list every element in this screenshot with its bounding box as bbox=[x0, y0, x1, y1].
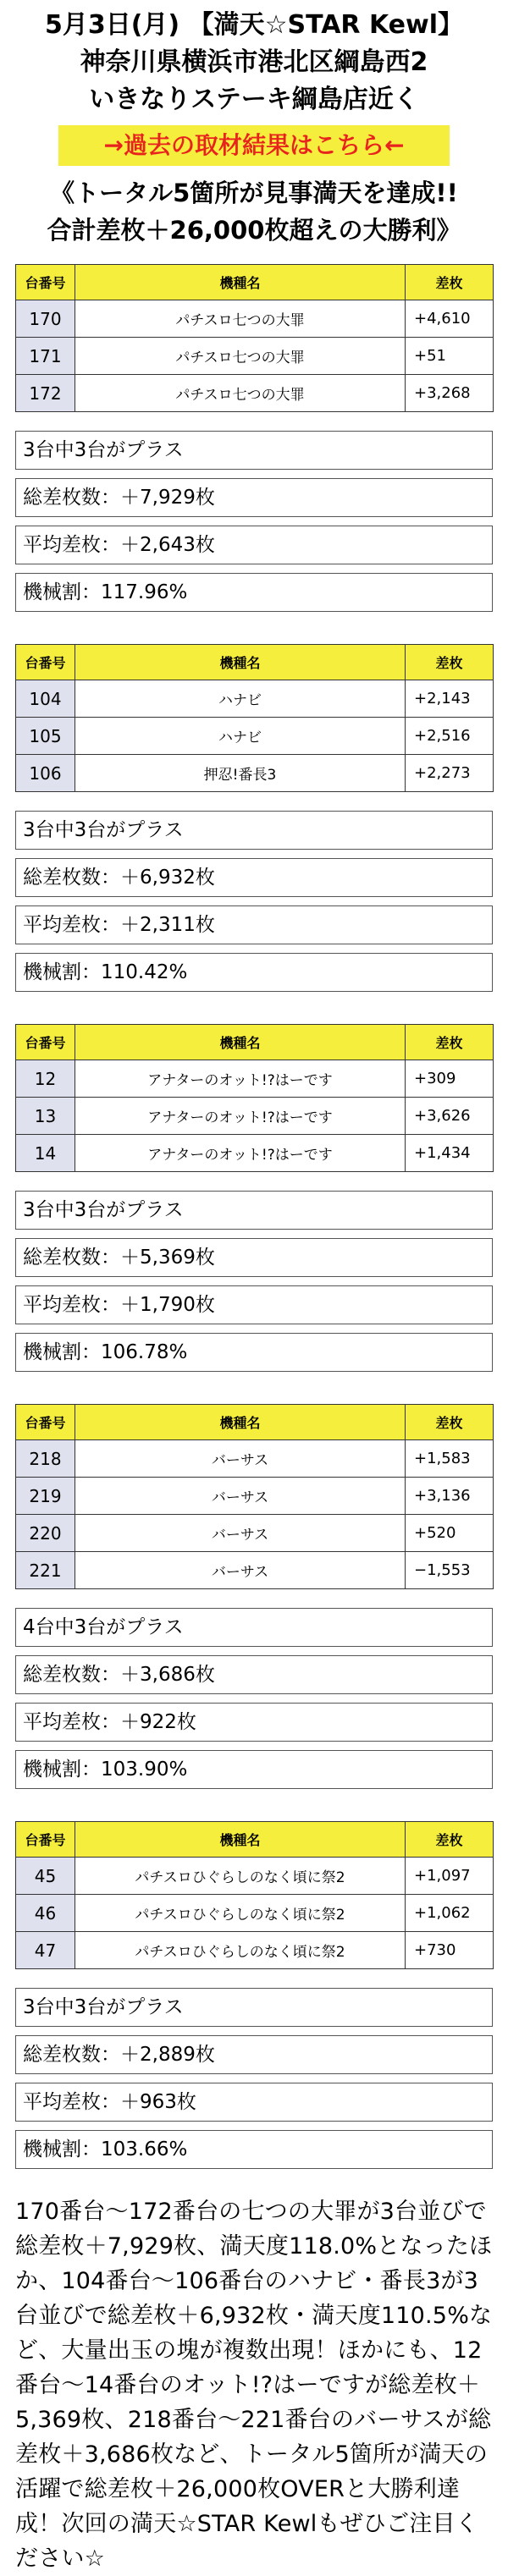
machine-number-cell: 104 bbox=[16, 680, 75, 718]
average-difference-box: 平均差枚：＋963枚 bbox=[15, 2083, 493, 2122]
machine-number-cell: 170 bbox=[16, 300, 75, 338]
machine-number-cell: 171 bbox=[16, 338, 75, 375]
header-machine-number: 台番号 bbox=[16, 645, 75, 680]
machine-number-cell: 47 bbox=[16, 1932, 75, 1969]
table-row bbox=[16, 1135, 494, 1172]
machine-number-cell: 14 bbox=[16, 1135, 75, 1172]
difference-cell: +520 bbox=[406, 1515, 494, 1552]
machine-name-cell: ハナビ bbox=[75, 680, 406, 718]
plus-count-box: 3台中3台がプラス bbox=[15, 431, 493, 470]
difference-cell: +1,434 bbox=[406, 1135, 494, 1172]
payout-rate-box: 機械割：117.96% bbox=[15, 573, 493, 612]
difference-cell: +1,583 bbox=[406, 1440, 494, 1478]
machine-name-cell: パチスロ七つの大罪 bbox=[75, 375, 406, 412]
header-difference: 差枚 bbox=[406, 1405, 494, 1440]
table-row bbox=[16, 680, 494, 718]
table-header-row bbox=[16, 1822, 494, 1858]
difference-cell: +1,097 bbox=[406, 1858, 494, 1895]
header-difference: 差枚 bbox=[406, 1025, 494, 1060]
average-difference-box: 平均差枚：＋2,643枚 bbox=[15, 526, 493, 564]
header-machine-name: 機種名 bbox=[75, 265, 406, 300]
table-row bbox=[16, 1098, 494, 1135]
table-row bbox=[16, 755, 494, 792]
machine-name-cell: バーサス bbox=[75, 1552, 406, 1589]
difference-cell: +2,143 bbox=[406, 680, 494, 718]
difference-cell: +3,136 bbox=[406, 1478, 494, 1515]
machine-number-cell: 220 bbox=[16, 1515, 75, 1552]
plus-count-box: 3台中3台がプラス bbox=[15, 811, 493, 850]
total-difference-box: 総差枚数：＋3,686枚 bbox=[15, 1655, 493, 1694]
machine-name-cell: 押忍!番長3 bbox=[75, 755, 406, 792]
table-row bbox=[16, 1515, 494, 1552]
average-difference-box: 平均差枚：＋2,311枚 bbox=[15, 905, 493, 944]
machine-name-cell: アナターのオット!?はーです bbox=[75, 1135, 406, 1172]
headline-date-store: 5月3日(月) 【満天☆STAR Kewl】 bbox=[44, 10, 464, 40]
plus-count-box: 4台中3台がプラス bbox=[15, 1608, 493, 1647]
total-difference-box: 総差枚数：＋2,889枚 bbox=[15, 2035, 493, 2074]
table-row bbox=[16, 1552, 494, 1589]
difference-cell: +2,516 bbox=[406, 718, 494, 755]
results-table bbox=[15, 1821, 494, 1969]
payout-rate-box: 機械割：110.42% bbox=[15, 953, 493, 992]
header-difference: 差枚 bbox=[406, 645, 494, 680]
machine-number-cell: 13 bbox=[16, 1098, 75, 1135]
difference-cell: +3,268 bbox=[406, 375, 494, 412]
machine-name-cell: パチスロ七つの大罪 bbox=[75, 338, 406, 375]
plus-count-box: 3台中3台がプラス bbox=[15, 1988, 493, 2027]
result-section bbox=[15, 644, 493, 992]
machine-name-cell: アナターのオット!?はーです bbox=[75, 1060, 406, 1098]
header-machine-name: 機種名 bbox=[75, 645, 406, 680]
payout-rate-box: 機械割：103.90% bbox=[15, 1750, 493, 1789]
difference-cell: +4,610 bbox=[406, 300, 494, 338]
machine-name-cell: バーサス bbox=[75, 1515, 406, 1552]
header-machine-number: 台番号 bbox=[16, 1405, 75, 1440]
machine-number-cell: 218 bbox=[16, 1440, 75, 1478]
results-table bbox=[15, 1024, 494, 1172]
table-row bbox=[16, 1440, 494, 1478]
machine-number-cell: 45 bbox=[16, 1858, 75, 1895]
average-difference-box: 平均差枚：＋922枚 bbox=[15, 1703, 493, 1742]
machine-number-cell: 106 bbox=[16, 755, 75, 792]
machine-number-cell: 105 bbox=[16, 718, 75, 755]
machine-name-cell: バーサス bbox=[75, 1440, 406, 1478]
headline-address: 神奈川県横浜市港北区綱島西2 bbox=[80, 47, 428, 77]
result-section bbox=[15, 1821, 493, 2169]
results-table bbox=[15, 264, 494, 412]
table-row bbox=[16, 375, 494, 412]
subheadline-achievement: 《トータル5箇所が見事満天を達成!! bbox=[50, 179, 458, 207]
table-row bbox=[16, 1895, 494, 1932]
machine-number-cell: 221 bbox=[16, 1552, 75, 1589]
header-machine-number: 台番号 bbox=[16, 1822, 75, 1858]
result-section bbox=[15, 1404, 493, 1789]
machine-number-cell: 219 bbox=[16, 1478, 75, 1515]
table-header-row bbox=[16, 265, 494, 300]
machine-name-cell: パチスロひぐらしのなく頃に祭2 bbox=[75, 1932, 406, 1969]
machine-name-cell: ハナビ bbox=[75, 718, 406, 755]
difference-cell: −1,553 bbox=[406, 1552, 494, 1589]
difference-cell: +1,062 bbox=[406, 1895, 494, 1932]
difference-cell: +51 bbox=[406, 338, 494, 375]
total-difference-box: 総差枚数：＋6,932枚 bbox=[15, 858, 493, 897]
machine-number-cell: 172 bbox=[16, 375, 75, 412]
header-machine-number: 台番号 bbox=[16, 265, 75, 300]
table-header-row bbox=[16, 1405, 494, 1440]
subheadline-total: 合計差枚＋26,000枚超えの大勝利》 bbox=[47, 216, 461, 245]
table-row bbox=[16, 1932, 494, 1969]
total-difference-box: 総差枚数：＋7,929枚 bbox=[15, 478, 493, 517]
machine-number-cell: 12 bbox=[16, 1060, 75, 1098]
table-row bbox=[16, 1060, 494, 1098]
machine-name-cell: パチスロ七つの大罪 bbox=[75, 300, 406, 338]
header-difference: 差枚 bbox=[406, 265, 494, 300]
table-row bbox=[16, 1478, 494, 1515]
header-machine-name: 機種名 bbox=[75, 1822, 406, 1858]
plus-count-box: 3台中3台がプラス bbox=[15, 1191, 493, 1230]
machine-name-cell: パチスロひぐらしのなく頃に祭2 bbox=[75, 1895, 406, 1932]
payout-rate-box: 機械割：106.78% bbox=[15, 1333, 493, 1372]
table-row bbox=[16, 338, 494, 375]
header-difference: 差枚 bbox=[406, 1822, 494, 1858]
machine-name-cell: バーサス bbox=[75, 1478, 406, 1515]
average-difference-box: 平均差枚：＋1,790枚 bbox=[15, 1285, 493, 1324]
result-section bbox=[15, 264, 493, 612]
table-header-row bbox=[16, 1025, 494, 1060]
difference-cell: +2,273 bbox=[406, 755, 494, 792]
difference-cell: +3,626 bbox=[406, 1098, 494, 1135]
header-machine-name: 機種名 bbox=[75, 1025, 406, 1060]
machine-name-cell: パチスロひぐらしのなく頃に祭2 bbox=[75, 1858, 406, 1895]
table-row bbox=[16, 718, 494, 755]
table-row bbox=[16, 300, 494, 338]
results-sections bbox=[15, 264, 493, 2169]
results-table bbox=[15, 644, 494, 792]
summary-paragraph: 170番台〜172番台の七つの大罪が3台並びで総差枚＋7,929枚、満天度118.0%となったほか、104番台〜106番台のハナビ・番長3が3台並びで総差枚＋6,932枚・満天度110.5%など、大量出玉の塊が複数出現！ほかにも、12番台〜14番台のオット!?はーですが総差枚＋5,369枚、218番台〜221番台のバーサスが総差枚＋3,686枚など、トータル5箇所が満天の活躍で総差枚＋26,000枚OVERと大勝利達成！次回の満天☆STAR Kewlもぜひご注目ください☆ bbox=[15, 2199, 493, 2572]
result-section bbox=[15, 1024, 493, 1372]
table-row bbox=[16, 1858, 494, 1895]
past-results-link[interactable]: →過去の取材結果はこちら← bbox=[58, 125, 450, 166]
difference-cell: +730 bbox=[406, 1932, 494, 1969]
header-machine-number: 台番号 bbox=[16, 1025, 75, 1060]
results-table bbox=[15, 1404, 494, 1589]
total-difference-box: 総差枚数：＋5,369枚 bbox=[15, 1238, 493, 1277]
difference-cell: +309 bbox=[406, 1060, 494, 1098]
payout-rate-box: 機械割：103.66% bbox=[15, 2130, 493, 2169]
table-header-row bbox=[16, 645, 494, 680]
headline-landmark: いきなりステーキ綱島店近く bbox=[89, 85, 419, 114]
machine-name-cell: アナターのオット!?はーです bbox=[75, 1098, 406, 1135]
header-machine-name: 機種名 bbox=[75, 1405, 406, 1440]
machine-number-cell: 46 bbox=[16, 1895, 75, 1932]
